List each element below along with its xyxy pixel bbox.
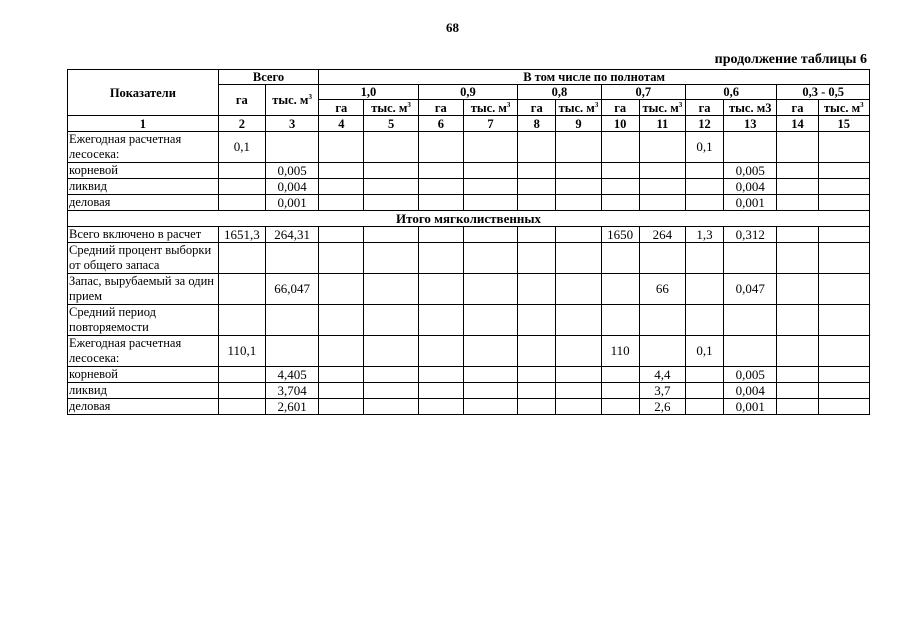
table-cell: 66 [639,274,685,305]
table-cell: 2,601 [265,399,318,415]
section-title: Итого мягколиственных [68,211,870,227]
table-cell [556,195,601,211]
table-cell [418,336,463,367]
table-row [68,227,870,243]
column-number: 2 [218,116,265,132]
table-row [68,399,870,415]
header-density-1-0: 1,0 [319,85,418,100]
table-cell [418,179,463,195]
table-cell [418,195,463,211]
table-cell [319,132,364,163]
table-cell [319,274,364,305]
header-density-0-6: 0,6 [685,85,776,100]
header-ha: га [777,100,818,116]
row-label: корневой [68,367,219,383]
column-number: 1 [68,116,219,132]
column-number: 8 [518,116,556,132]
table-cell [418,163,463,179]
table-cell [364,195,418,211]
table-cell [518,336,556,367]
table-cell [319,163,364,179]
table-row [68,132,870,163]
table-cell [685,367,723,383]
row-label: Средний процент выборки от общего запаса [68,243,219,274]
table-cell [777,336,818,367]
table-cell [777,195,818,211]
table-cell [556,383,601,399]
table-cell: 3,704 [265,383,318,399]
table-cell [319,243,364,274]
table-cell [463,274,517,305]
table-cell [218,163,265,179]
table-cell [556,336,601,367]
table-cell [818,383,869,399]
table-cell: 1651,3 [218,227,265,243]
table-row [68,243,870,274]
header-by-density: В том числе по полнотам [319,70,870,85]
table-cell [556,274,601,305]
column-number: 3 [265,116,318,132]
column-number: 12 [685,116,723,132]
table-cell [364,179,418,195]
table-cell [364,305,418,336]
unit-superscript: 3 [860,100,864,109]
header-density-0-3-0-5: 0,3 - 0,5 [777,85,870,100]
table-cell: 0,004 [724,179,777,195]
table-cell: 110 [601,336,639,367]
header-thous-m3 [556,100,601,116]
table-cell [556,132,601,163]
table-cell [319,399,364,415]
table-cell [265,243,318,274]
table-cell [777,132,818,163]
table-cell [601,179,639,195]
table-cell [777,305,818,336]
table-cell [639,305,685,336]
column-number-row [68,116,870,132]
header-density-0-7: 0,7 [601,85,685,100]
table-cell [518,383,556,399]
table-cell [556,399,601,415]
column-number: 14 [777,116,818,132]
table-cell [818,336,869,367]
table-cell [818,305,869,336]
table-cell [218,195,265,211]
header-thous-m3 [463,100,517,116]
header-total-ha: га [218,85,265,116]
row-label: Всего включено в расчет [68,227,219,243]
table-row [68,195,870,211]
table-cell [818,132,869,163]
table-continuation-caption: продолжение таблицы 6 [714,52,867,67]
table-row [68,367,870,383]
table-cell [639,243,685,274]
table-cell [556,163,601,179]
column-number: 13 [724,116,777,132]
header-ha: га [601,100,639,116]
table-cell: 0,004 [724,383,777,399]
table-cell [556,227,601,243]
table-cell [685,243,723,274]
table-cell [639,179,685,195]
table-cell [418,383,463,399]
table-cell [724,132,777,163]
unit-text: тыс. м [272,93,309,107]
table-cell [818,274,869,305]
table-cell [463,243,517,274]
table-cell [818,227,869,243]
column-number: 9 [556,116,601,132]
unit-superscript: 3 [407,100,411,109]
table-cell [364,383,418,399]
table-cell [265,132,318,163]
table-cell [601,132,639,163]
table-cell [818,195,869,211]
table-cell [777,383,818,399]
header-ha: га [418,100,463,116]
table-cell [518,179,556,195]
table-cell [218,274,265,305]
unit-text: тыс. м [823,100,861,115]
table-cell [518,163,556,179]
table-cell [319,195,364,211]
table-cell [518,243,556,274]
table-cell [818,399,869,415]
table-cell: 110,1 [218,336,265,367]
table-cell [364,336,418,367]
column-number: 6 [418,116,463,132]
row-label: ликвид [68,383,219,399]
column-number: 10 [601,116,639,132]
table-cell [777,399,818,415]
table-body [68,132,870,415]
table-cell: 0,1 [218,132,265,163]
row-label: Ежегодная расчетная лесосека: [68,336,219,367]
table-cell [818,243,869,274]
page-number: 68 [446,20,459,35]
table-cell [518,305,556,336]
table-cell: 0,312 [724,227,777,243]
table-cell [418,243,463,274]
header-thous-m3 [818,100,869,116]
row-label: Запас, вырубаемый за один прием [68,274,219,305]
table-cell [463,163,517,179]
table-cell [777,179,818,195]
table-cell: 0,005 [265,163,318,179]
table-cell [218,243,265,274]
header-total-thous-m3 [265,85,318,116]
table-cell [777,243,818,274]
header-thous-m3-plain: тыс. м3 [724,100,777,116]
table-cell: 264 [639,227,685,243]
table-cell [777,227,818,243]
table-cell [639,336,685,367]
header-ha: га [319,100,364,116]
table-cell [463,179,517,195]
table-cell [601,305,639,336]
table-cell [463,195,517,211]
table-cell: 0,001 [724,399,777,415]
table-cell [364,243,418,274]
header-ha: га [685,100,723,116]
header-total: Всего [218,70,318,85]
table-cell [639,195,685,211]
column-number: 7 [463,116,517,132]
table-cell [319,179,364,195]
table-cell [418,227,463,243]
table-cell [601,399,639,415]
header-indicators: Показатели [68,70,219,116]
table-cell [364,399,418,415]
row-label: ликвид [68,179,219,195]
table-cell [777,274,818,305]
table-cell [818,367,869,383]
table-cell: 1,3 [685,227,723,243]
data-table [67,69,870,415]
table-cell [518,195,556,211]
table-cell [364,227,418,243]
table-cell [218,305,265,336]
table-cell [818,179,869,195]
table-cell [418,132,463,163]
table-cell [218,367,265,383]
table-cell [364,163,418,179]
table-cell [685,274,723,305]
table-cell: 4,4 [639,367,685,383]
table-cell [601,383,639,399]
unit-superscript: 3 [506,100,511,109]
column-number: 11 [639,116,685,132]
header-ha: га [518,100,556,116]
table-cell [724,336,777,367]
table-cell [556,179,601,195]
table-cell [463,383,517,399]
table-cell [463,132,517,163]
table-cell [518,132,556,163]
unit-text: тыс. м [371,100,408,115]
table-cell [639,132,685,163]
unit-superscript: 3 [678,100,683,109]
table-cell [218,399,265,415]
table-cell [265,305,318,336]
row-label: Средний период повторяемости [68,305,219,336]
table-cell [601,195,639,211]
table-cell [601,163,639,179]
header-thous-m3 [364,100,418,116]
unit-superscript: 3 [308,92,312,101]
table-cell [556,367,601,383]
table-cell [218,383,265,399]
column-number: 15 [818,116,869,132]
table-row [68,336,870,367]
table-cell [601,367,639,383]
table-cell [601,243,639,274]
header-thous-m3 [639,100,685,116]
table-cell: 0,1 [685,132,723,163]
table-cell [463,336,517,367]
table-cell [463,399,517,415]
table-cell: 2,6 [639,399,685,415]
table-cell: 0,005 [724,163,777,179]
header-density-0-9: 0,9 [418,85,517,100]
table-cell [639,163,685,179]
table-cell [685,399,723,415]
table-cell [685,305,723,336]
table-cell: 0,001 [724,195,777,211]
table-cell [463,367,517,383]
table-row [68,274,870,305]
column-number: 5 [364,116,418,132]
table-cell: 3,7 [639,383,685,399]
section-row [68,211,870,227]
table-cell: 4,405 [265,367,318,383]
unit-text: тыс. м [558,100,595,115]
table-cell [418,274,463,305]
table-cell: 0,004 [265,179,318,195]
table-cell [218,179,265,195]
table-cell [685,383,723,399]
unit-text: тыс. м [642,100,679,115]
table-cell [556,305,601,336]
table-cell [777,163,818,179]
table-cell [364,274,418,305]
row-label: корневой [68,163,219,179]
table-cell [463,305,517,336]
table-cell [319,227,364,243]
table-row [68,383,870,399]
table-cell [319,305,364,336]
table-cell [518,274,556,305]
table-cell: 0,1 [685,336,723,367]
header-density-0-8: 0,8 [518,85,601,100]
table-cell [518,367,556,383]
table-cell [518,399,556,415]
table-cell [601,274,639,305]
table-header [68,70,870,132]
table-cell [364,367,418,383]
table-cell: 0,005 [724,367,777,383]
row-label: деловая [68,195,219,211]
table-cell [818,163,869,179]
table-cell [418,399,463,415]
unit-text: тыс. м [470,100,507,115]
table-cell [319,383,364,399]
table-cell [724,243,777,274]
table-cell [685,179,723,195]
table-cell: 66,047 [265,274,318,305]
table-cell: 264,31 [265,227,318,243]
table-cell [364,132,418,163]
table-cell: 0,047 [724,274,777,305]
row-label: Ежегодная расчетная лесосека: [68,132,219,163]
table-cell [685,163,723,179]
table-cell [418,367,463,383]
table-cell [463,227,517,243]
row-label: деловая [68,399,219,415]
column-number: 4 [319,116,364,132]
table-cell [319,367,364,383]
table-cell [556,243,601,274]
table-cell [518,227,556,243]
table-cell [777,367,818,383]
table-row [68,179,870,195]
table-cell [418,305,463,336]
unit-superscript: 3 [594,100,599,109]
table-cell: 0,001 [265,195,318,211]
table-row [68,163,870,179]
table-cell: 1650 [601,227,639,243]
table-cell [724,305,777,336]
table-cell [685,195,723,211]
table-cell [265,336,318,367]
table-cell [319,336,364,367]
table-row [68,305,870,336]
